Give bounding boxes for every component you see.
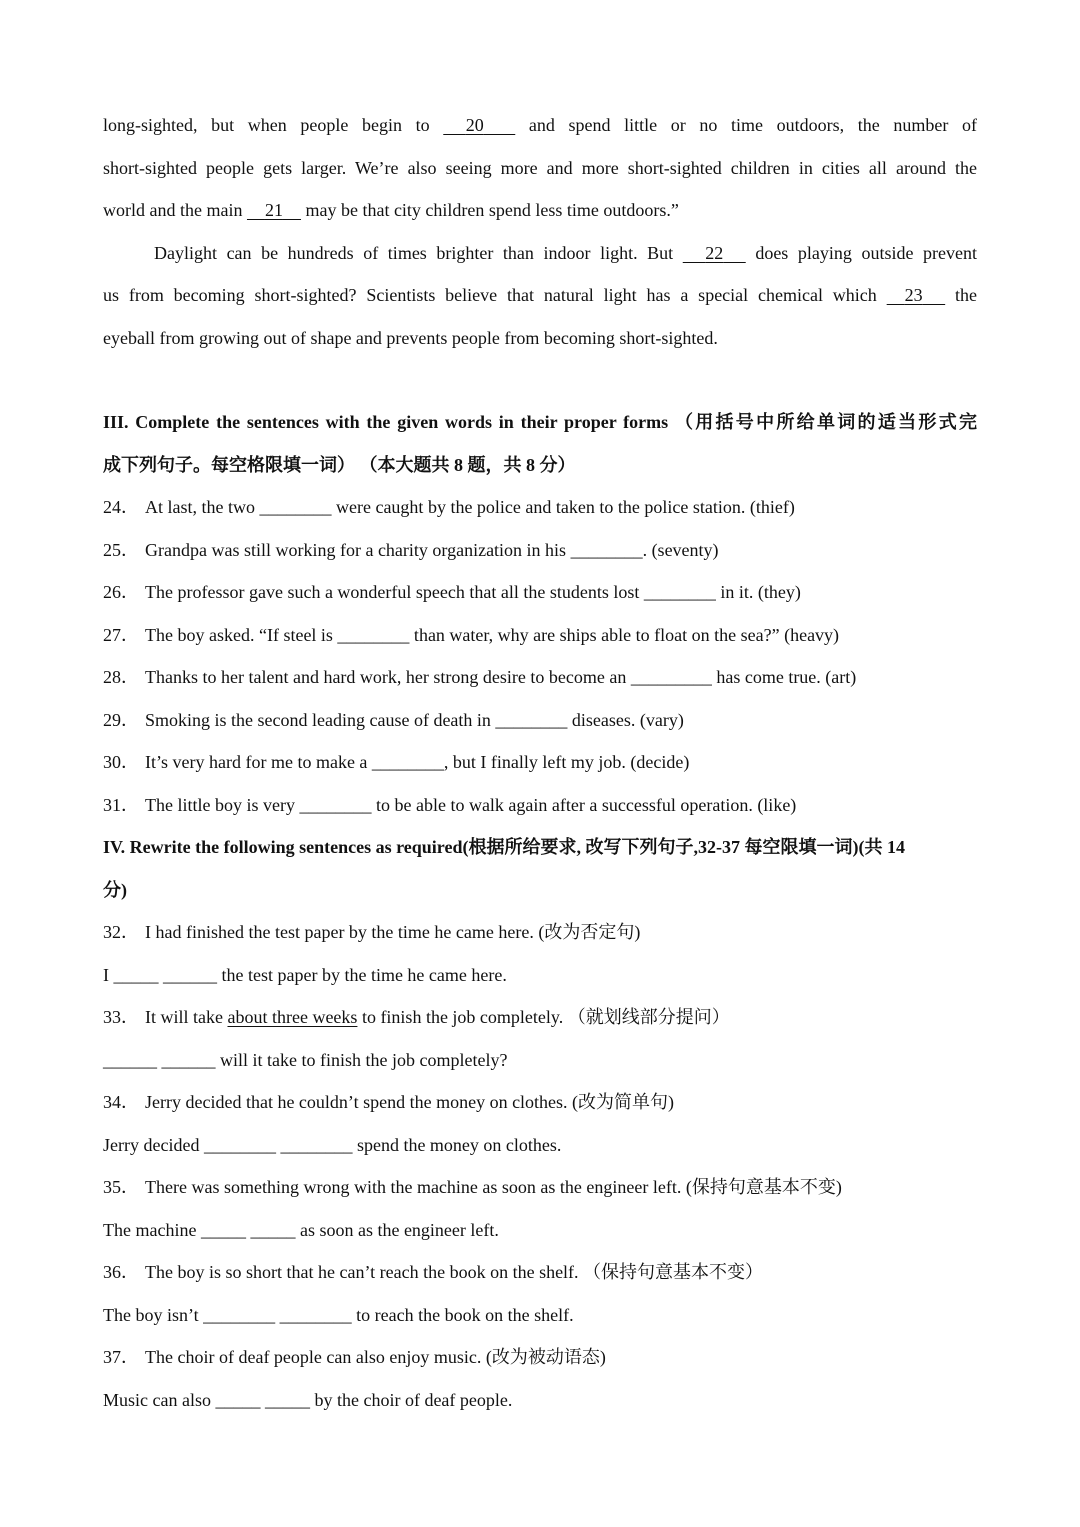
answer-line: Jerry decided ________ ________ spend the money on clothes.: [103, 1134, 562, 1155]
answer-line: Music can also _____ _____ by the choir of deaf people.: [103, 1389, 513, 1410]
passage-line: short-sighted people gets larger. We’re also seeing more and more short-sighted children in cities all around the: [103, 157, 977, 178]
section-4-heading-cont: 分): [103, 879, 127, 900]
passage-line: [103, 189, 977, 232]
question-item: 29． Smoking is the second leading cause of death in ________ diseases. (vary): [103, 709, 684, 730]
question-item: 25． Grandpa was still working for a charity organization in his ________. (seventy): [103, 539, 719, 560]
passage-text: us from becoming short-sighted? Scientists believe that natural light has a special chemical which: [103, 285, 877, 305]
underlined-phrase: about three weeks: [227, 1007, 358, 1027]
numbered-blank: 21: [264, 200, 283, 220]
passage-line: [103, 232, 977, 275]
question-item: 36． The boy is so short that he can’t reach the book on the shelf. （保持句意基本不变）: [103, 1262, 764, 1282]
section-3-heading-cont: 成下列句子。每空格限填一词） （本大题共 8 题，共 8 分）: [103, 454, 576, 475]
passage-text: long-sighted, but when people begin to: [103, 115, 430, 135]
question-item: 31． The little boy is very ________ to be able to walk again after a successful operation. (like): [103, 794, 797, 815]
passage-line: [103, 274, 977, 317]
question-item: 26． The professor gave such a wonderful speech that all the students lost ________ in it. (they): [103, 582, 801, 602]
answer-line: ______ ______ will it take to finish the job completely?: [103, 1049, 508, 1070]
question-item: 24． At last, the two ________ were caught by the police and taken to the police station. (thief): [103, 497, 795, 517]
passage-text: Daylight can be hundreds of times brighter than indoor light. But: [154, 242, 674, 263]
answer-line: The machine _____ _____ as soon as the engineer left.: [103, 1219, 499, 1240]
question-item: 35． There was something wrong with the machine as soon as the engineer left. (保持句意基本不变): [103, 1177, 842, 1197]
answer-line: I _____ ______ the test paper by the time he came here.: [103, 964, 507, 985]
passage-text: and spend little or no time outdoors, the number of: [528, 115, 977, 135]
numbered-blank: 20: [465, 115, 484, 135]
passage-line: [103, 104, 977, 147]
section-spacer: [103, 359, 977, 401]
passage-text: the: [955, 285, 977, 305]
question-item: 32． I had finished the test paper by the time he came here. (改为否定句): [103, 922, 641, 942]
question-item: 37． The choir of deaf people can also enjoy music. (改为被动语态): [103, 1347, 606, 1367]
question-item: 33． It will take about three weeks to finish the job completely. （就划线部分提问）: [103, 1007, 730, 1027]
answer-line: The boy isn’t ________ ________ to reach the book on the shelf.: [103, 1304, 574, 1325]
passage-text: does playing outside prevent: [755, 242, 977, 263]
passage-line: eyeball from growing out of shape and prevents people from becoming short-sighted.: [103, 327, 718, 348]
question-item: 30． It’s very hard for me to make a ________, but I finally left my job. (decide): [103, 752, 690, 772]
section-4-heading: IV. Rewrite the following sentences as required(根据所给要求, 改写下列句子,32-37 每空限填一词)(共 14: [103, 837, 905, 857]
question-item: 34． Jerry decided that he couldn’t spend the money on clothes. (改为简单句): [103, 1092, 675, 1112]
question-item: 27． The boy asked. “If steel is ________ than water, why are ships able to float on the sea?” (heavy): [103, 624, 840, 645]
question-item: 28． Thanks to her talent and hard work, her strong desire to become an _________ has come true. (art): [103, 667, 857, 687]
passage-text: may be that city children spend less time outdoors.”: [305, 200, 679, 220]
passage-text: world and the main: [103, 200, 243, 220]
numbered-blank: 23: [904, 285, 923, 305]
section-3-heading: III. Complete the sentences with the given words in their proper forms （用括号中所给单词的适当形式完: [103, 412, 977, 432]
numbered-blank: 22: [705, 242, 724, 263]
document-page: [103, 104, 977, 1421]
